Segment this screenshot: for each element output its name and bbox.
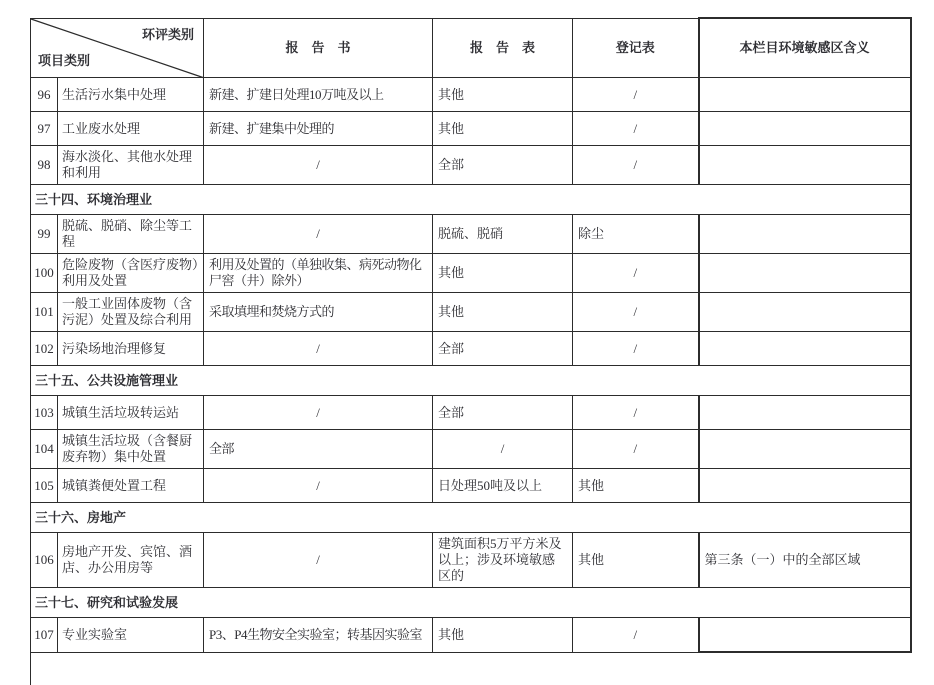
section-title: 三十五、公共设施管理业 [31,366,911,396]
partial-cell [699,652,911,685]
header-report-book: 报 告 书 [204,18,433,78]
section-row [31,185,911,215]
cell-sens [699,78,911,112]
section-title: 三十七、研究和试验发展 [31,588,911,618]
cell-form: 其他 [433,293,573,332]
cell-book: / [204,533,433,588]
table-header-row [31,18,911,78]
cell-sens [699,618,911,653]
cell-form: 脱硫、脱硝 [433,215,573,254]
cell-no: 98 [31,146,58,185]
cell-reg: / [573,146,699,185]
cell-reg: / [573,430,699,469]
cell-sens [699,146,911,185]
partial-cell [433,652,573,685]
table-row-101 [31,293,911,332]
cell-book: / [204,215,433,254]
table-row-104 [31,430,911,469]
cell-form: 建筑面积5万平方米及以上；涉及环境敏感区的 [433,533,573,588]
cell-name: 危险废物（含医疗废物）利用及处置 [58,254,204,293]
cell-no: 97 [31,112,58,146]
table-row-98 [31,146,911,185]
cell-name: 生活污水集中处理 [58,78,204,112]
table-row-100 [31,254,911,293]
cell-sens [699,469,911,503]
cell-no: 96 [31,78,58,112]
header-report-form: 报 告 表 [433,18,573,78]
diagonal-header-cell [31,18,204,78]
cell-name: 脱硫、脱硝、除尘等工程 [58,215,204,254]
cell-reg: / [573,78,699,112]
cell-reg: / [573,293,699,332]
cell-name: 城镇生活垃圾转运站 [58,396,204,430]
cell-no: 107 [31,618,58,653]
cell-no: 100 [31,254,58,293]
cell-name: 城镇生活垃圾（含餐厨废弃物）集中处置 [58,430,204,469]
cell-sens [699,293,911,332]
cell-reg: 除尘 [573,215,699,254]
cell-form: 其他 [433,112,573,146]
partial-next-row [31,652,911,685]
cell-name: 工业废水处理 [58,112,204,146]
cell-name: 专业实验室 [58,618,204,653]
cell-no: 105 [31,469,58,503]
cell-sens [699,430,911,469]
header-sensitive-area-meaning: 本栏目环境敏感区含义 [699,18,911,78]
cell-sens [699,215,911,254]
table-row-96 [31,78,911,112]
cell-book: 全部 [204,430,433,469]
cell-reg: 其他 [573,469,699,503]
table-row-103 [31,396,911,430]
header-eia-category-label: 环评类别 [141,26,194,42]
cell-sens [699,396,911,430]
cell-no: 103 [31,396,58,430]
section-title: 三十六、房地产 [31,503,911,533]
partial-cell [573,652,699,685]
cell-form: 其他 [433,254,573,293]
eia-classification-table [30,17,912,685]
cell-book: / [204,332,433,366]
cell-book: 利用及处置的（单独收集、病死动物化尸窖（井）除外） [204,254,433,293]
cell-form: 其他 [433,78,573,112]
table-row-107 [31,618,911,653]
cell-book: / [204,146,433,185]
table-row-99 [31,215,911,254]
header-project-category-label: 项目类别 [38,53,91,68]
cell-no: 106 [31,533,58,588]
cell-reg: / [573,254,699,293]
cell-book: P3、P4生物安全实验室；转基因实验室 [204,618,433,653]
section-title: 三十四、环境治理业 [31,185,911,215]
cell-name: 一般工业固体废物（含污泥）处置及综合利用 [58,293,204,332]
partial-cell [58,652,204,685]
table-row-97 [31,112,911,146]
cell-sens: 第三条（一）中的全部区域 [699,533,911,588]
cell-no: 104 [31,430,58,469]
cell-book: 采取填埋和焚烧方式的 [204,293,433,332]
cell-no: 102 [31,332,58,366]
cell-form: 全部 [433,396,573,430]
cell-book: 新建、扩建日处理10万吨及以上 [204,78,433,112]
section-row [31,503,911,533]
cell-book: 新建、扩建集中处理的 [204,112,433,146]
cell-name: 海水淡化、其他水处理和利用 [58,146,204,185]
cell-form: 日处理50吨及以上 [433,469,573,503]
cell-reg: 其他 [573,533,699,588]
section-row [31,588,911,618]
cell-sens [699,254,911,293]
section-row [31,366,911,396]
cell-book: / [204,469,433,503]
cell-reg: / [573,332,699,366]
cell-no: 99 [31,215,58,254]
cell-no: 101 [31,293,58,332]
partial-cell [204,652,433,685]
cell-reg: / [573,112,699,146]
cell-reg: / [573,618,699,653]
cell-reg: / [573,396,699,430]
partial-cell [31,652,58,685]
cell-book: / [204,396,433,430]
cell-name: 污染场地治理修复 [58,332,204,366]
header-registration-form: 登记表 [573,18,699,78]
cell-form: 其他 [433,618,573,653]
cell-name: 城镇粪便处置工程 [58,469,204,503]
table-row-105 [31,469,911,503]
cell-name: 房地产开发、宾馆、酒店、办公用房等 [58,533,204,588]
cell-form: 全部 [433,146,573,185]
table-row-106 [31,533,911,588]
cell-form: 全部 [433,332,573,366]
cell-form: / [433,430,573,469]
cell-sens [699,332,911,366]
table-row-102 [31,332,911,366]
cell-sens [699,112,911,146]
